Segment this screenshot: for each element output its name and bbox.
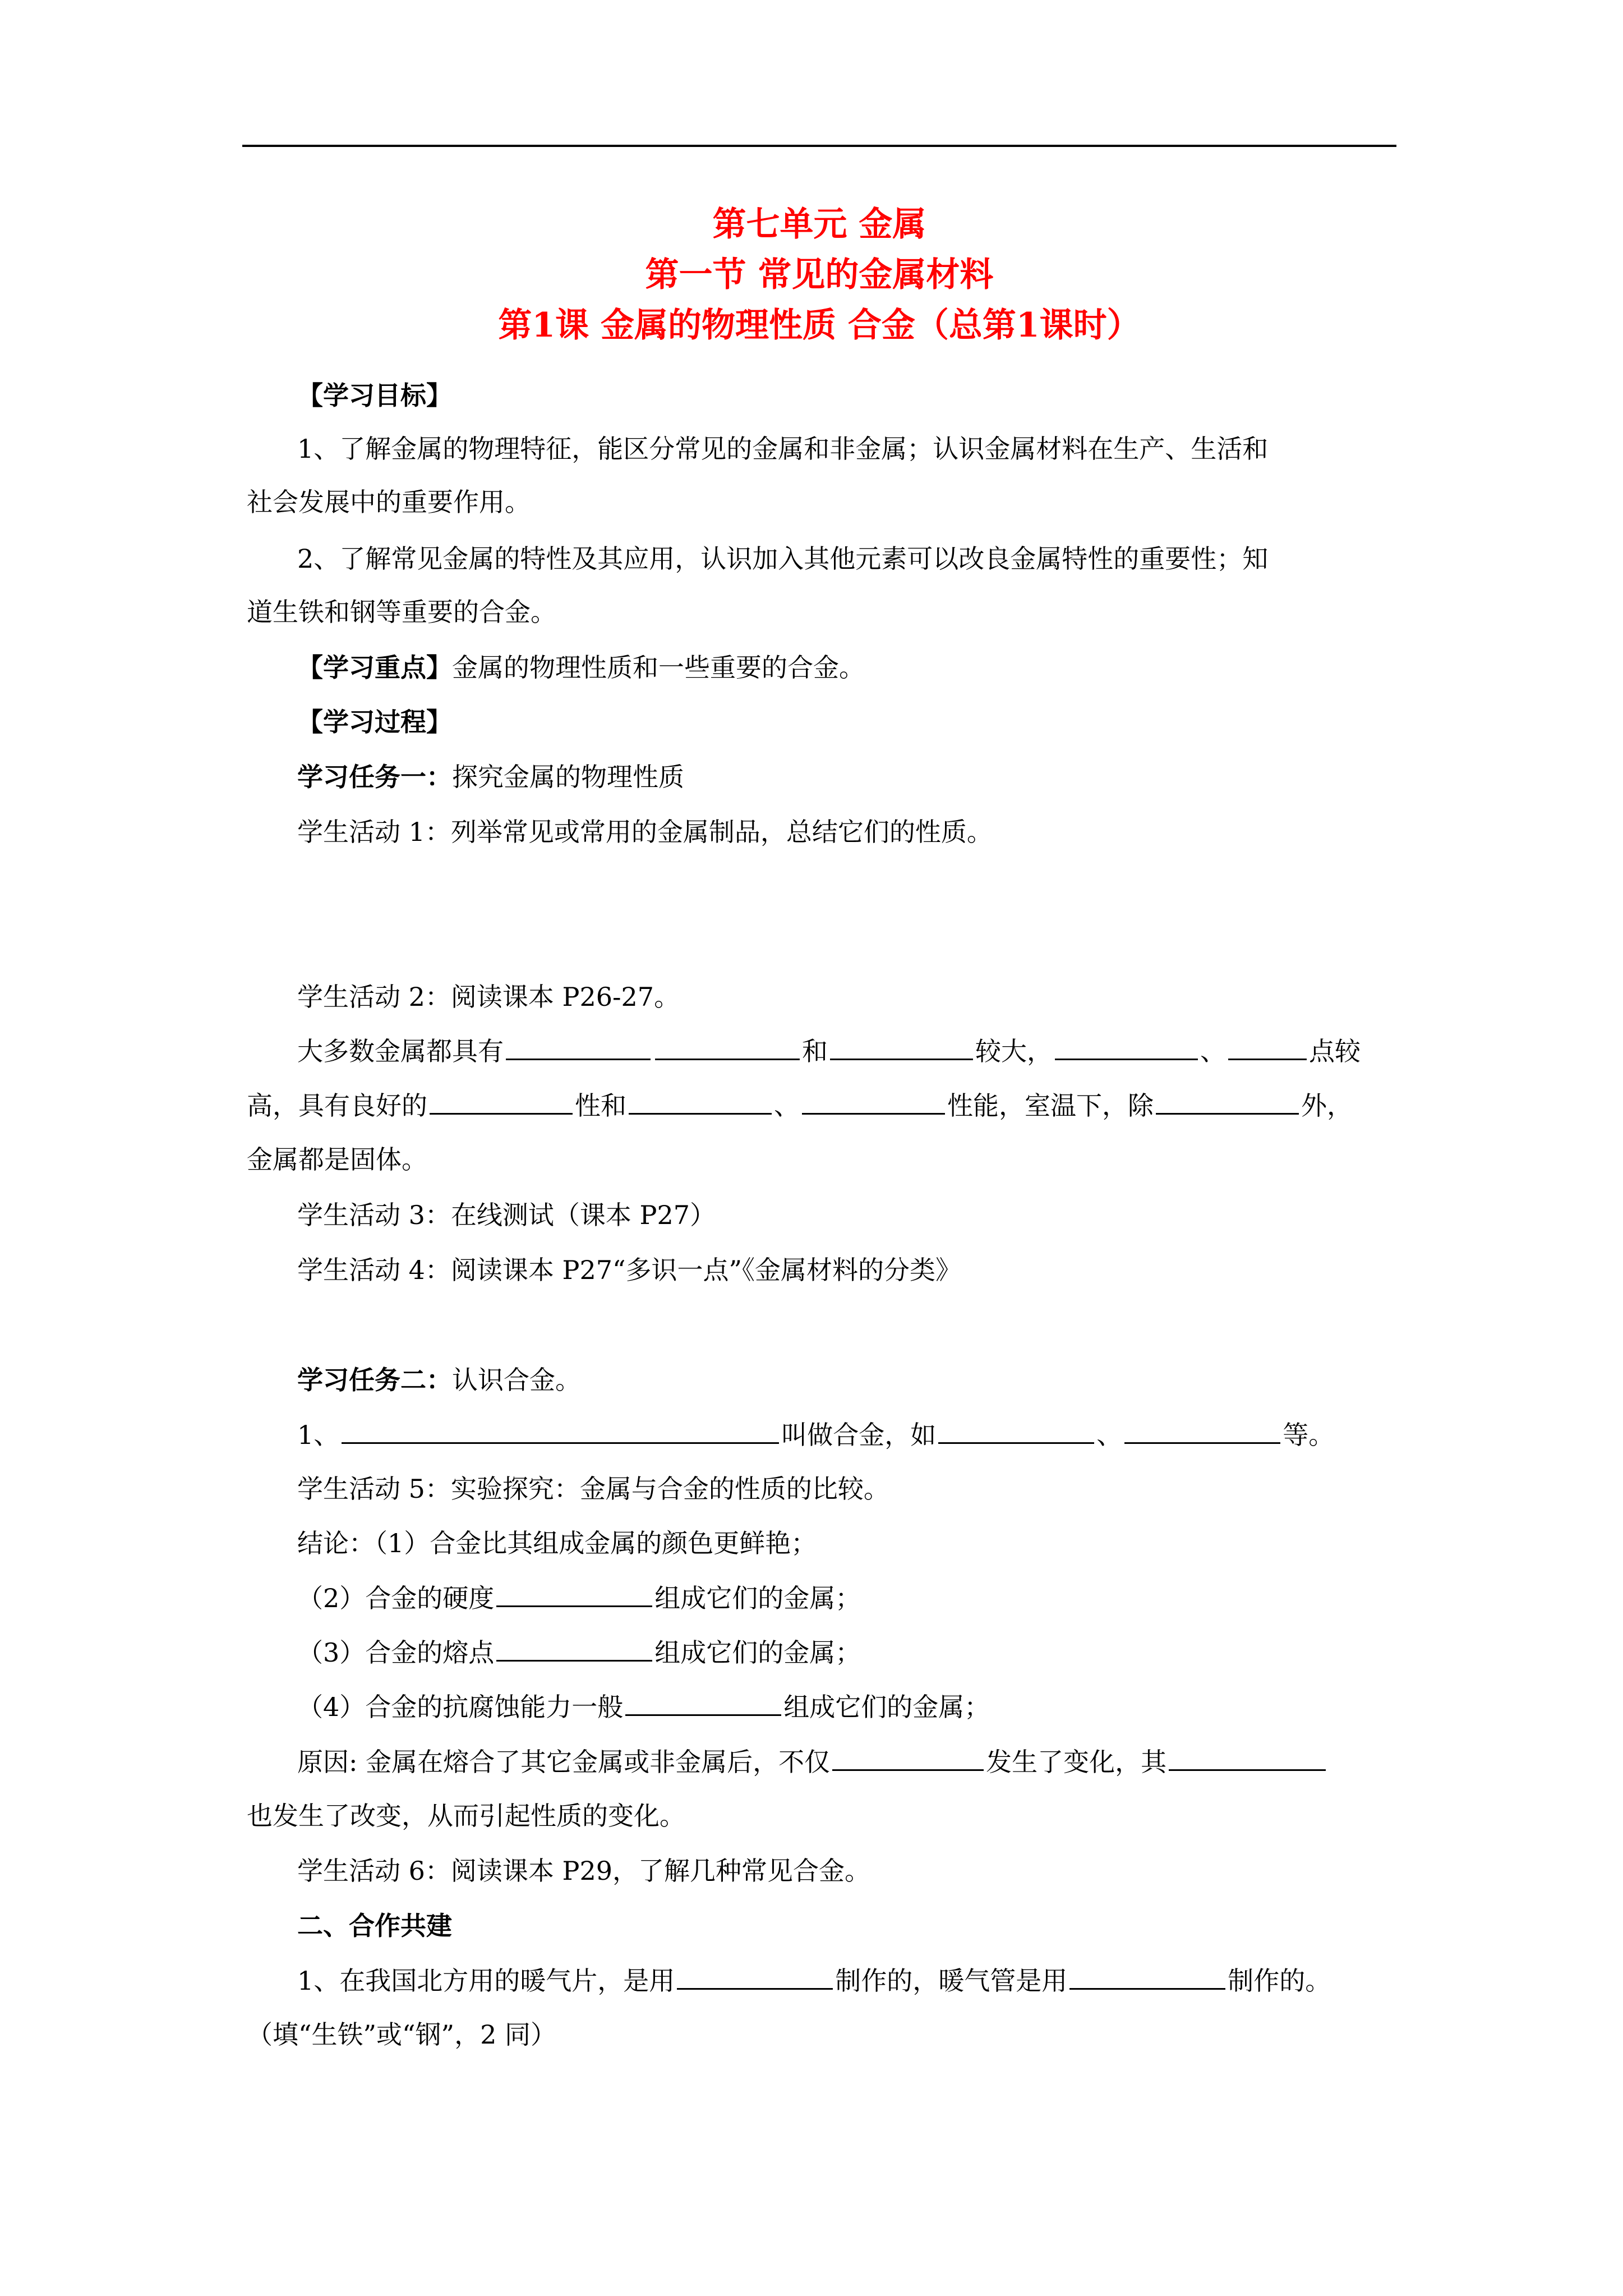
process-heading: 【学习过程】 <box>297 707 452 737</box>
activity-2: 学生活动 2：阅读课本 P26-27。 <box>297 982 680 1012</box>
activity-4: 学生活动 4：阅读课本 P27“多识一点”《金属材料的分类》 <box>297 1255 962 1285</box>
blank[interactable] <box>1228 1034 1307 1060</box>
blank[interactable] <box>1055 1034 1198 1060</box>
task-1: 学习任务一：探究金属的物理性质 <box>297 762 684 792</box>
blank[interactable] <box>830 1034 973 1060</box>
blank[interactable] <box>496 1581 652 1607</box>
goal-1-line-2: 社会发展中的重要作用。 <box>247 487 531 517</box>
blank[interactable] <box>1069 1963 1225 1990</box>
fill-line-3: 金属都是固体。 <box>247 1144 427 1175</box>
fill-line-2: 高，具有良好的 性和 、 性能，室温下，除 外， <box>247 1088 1353 1122</box>
blank[interactable] <box>430 1088 573 1115</box>
header-rule <box>242 145 1396 147</box>
blank[interactable] <box>1169 1745 1326 1771</box>
key-points: 【学习重点】金属的物理性质和一些重要的合金。 <box>297 652 865 683</box>
blank[interactable] <box>832 1745 984 1771</box>
blank[interactable] <box>1156 1088 1299 1115</box>
blank[interactable] <box>342 1418 779 1444</box>
blank[interactable] <box>1124 1418 1280 1444</box>
blank[interactable] <box>938 1418 1094 1444</box>
goal-1-line-1: 1、了解金属的物理特征，能区分常见的金属和非金属；认识金属材料在生产、生活和 <box>297 434 1269 464</box>
reason-line-2: 也发生了改变，从而引起性质的变化。 <box>247 1801 685 1831</box>
goals-heading: 【学习目标】 <box>297 380 452 411</box>
blank[interactable] <box>655 1034 800 1060</box>
conclusion-1: 结论：（1）合金比其组成金属的颜色更鲜艳； <box>297 1528 817 1558</box>
conclusion-2: （2）合金的硬度 组成它们的金属； <box>297 1581 861 1615</box>
reason-line-1: 原因: 金属在熔合了其它金属或非金属后，不仅 发生了变化，其 <box>297 1745 1328 1779</box>
coop-question-1: 1、在我国北方用的暖气片，是用 制作的，暖气管是用 制作的。 <box>297 1963 1331 1998</box>
activity-5: 学生活动 5：实验探究：金属与合金的性质的比较。 <box>297 1474 889 1504</box>
conclusion-3: （3）合金的熔点 组成它们的金属； <box>297 1635 861 1669</box>
activity-6: 学生活动 6：阅读课本 P29，了解几种常见合金。 <box>297 1856 870 1886</box>
blank[interactable] <box>629 1088 772 1115</box>
task-2: 学习任务二：认识合金。 <box>297 1365 581 1395</box>
coop-heading: 二、合作共建 <box>297 1911 452 1941</box>
blank[interactable] <box>496 1635 652 1662</box>
activity-1: 学生活动 1：列举常见或常用的金属制品，总结它们的性质。 <box>297 817 993 847</box>
blank[interactable] <box>625 1690 781 1716</box>
blank[interactable] <box>802 1088 945 1115</box>
coop-question-note: （填“生铁”或“钢”，2 同） <box>247 2019 556 2050</box>
blank[interactable] <box>677 1963 833 1990</box>
unit-title: 第七单元 金属 <box>712 205 926 244</box>
question-1: 1、 叫做合金，如 、 等。 <box>297 1418 1334 1452</box>
conclusion-4: （4）合金的抗腐蚀能力一般 组成它们的金属； <box>297 1690 990 1724</box>
activity-3: 学生活动 3：在线测试（课本 P27） <box>297 1200 716 1230</box>
lesson-title: 第1课 金属的物理性质 合金（总第1课时） <box>498 306 1141 345</box>
section-title: 第一节 常见的金属材料 <box>645 255 994 295</box>
goal-2-line-1: 2、了解常见金属的特性及其应用，认识加入其他元素可以改良金属特性的重要性；知 <box>297 544 1269 574</box>
blank[interactable] <box>506 1034 651 1060</box>
title-block <box>242 199 1396 351</box>
fill-line-1: 大多数金属都具有 和 较大， 、 点较 <box>297 1034 1361 1068</box>
goal-2-line-2: 道生铁和钢等重要的合金。 <box>247 597 556 627</box>
